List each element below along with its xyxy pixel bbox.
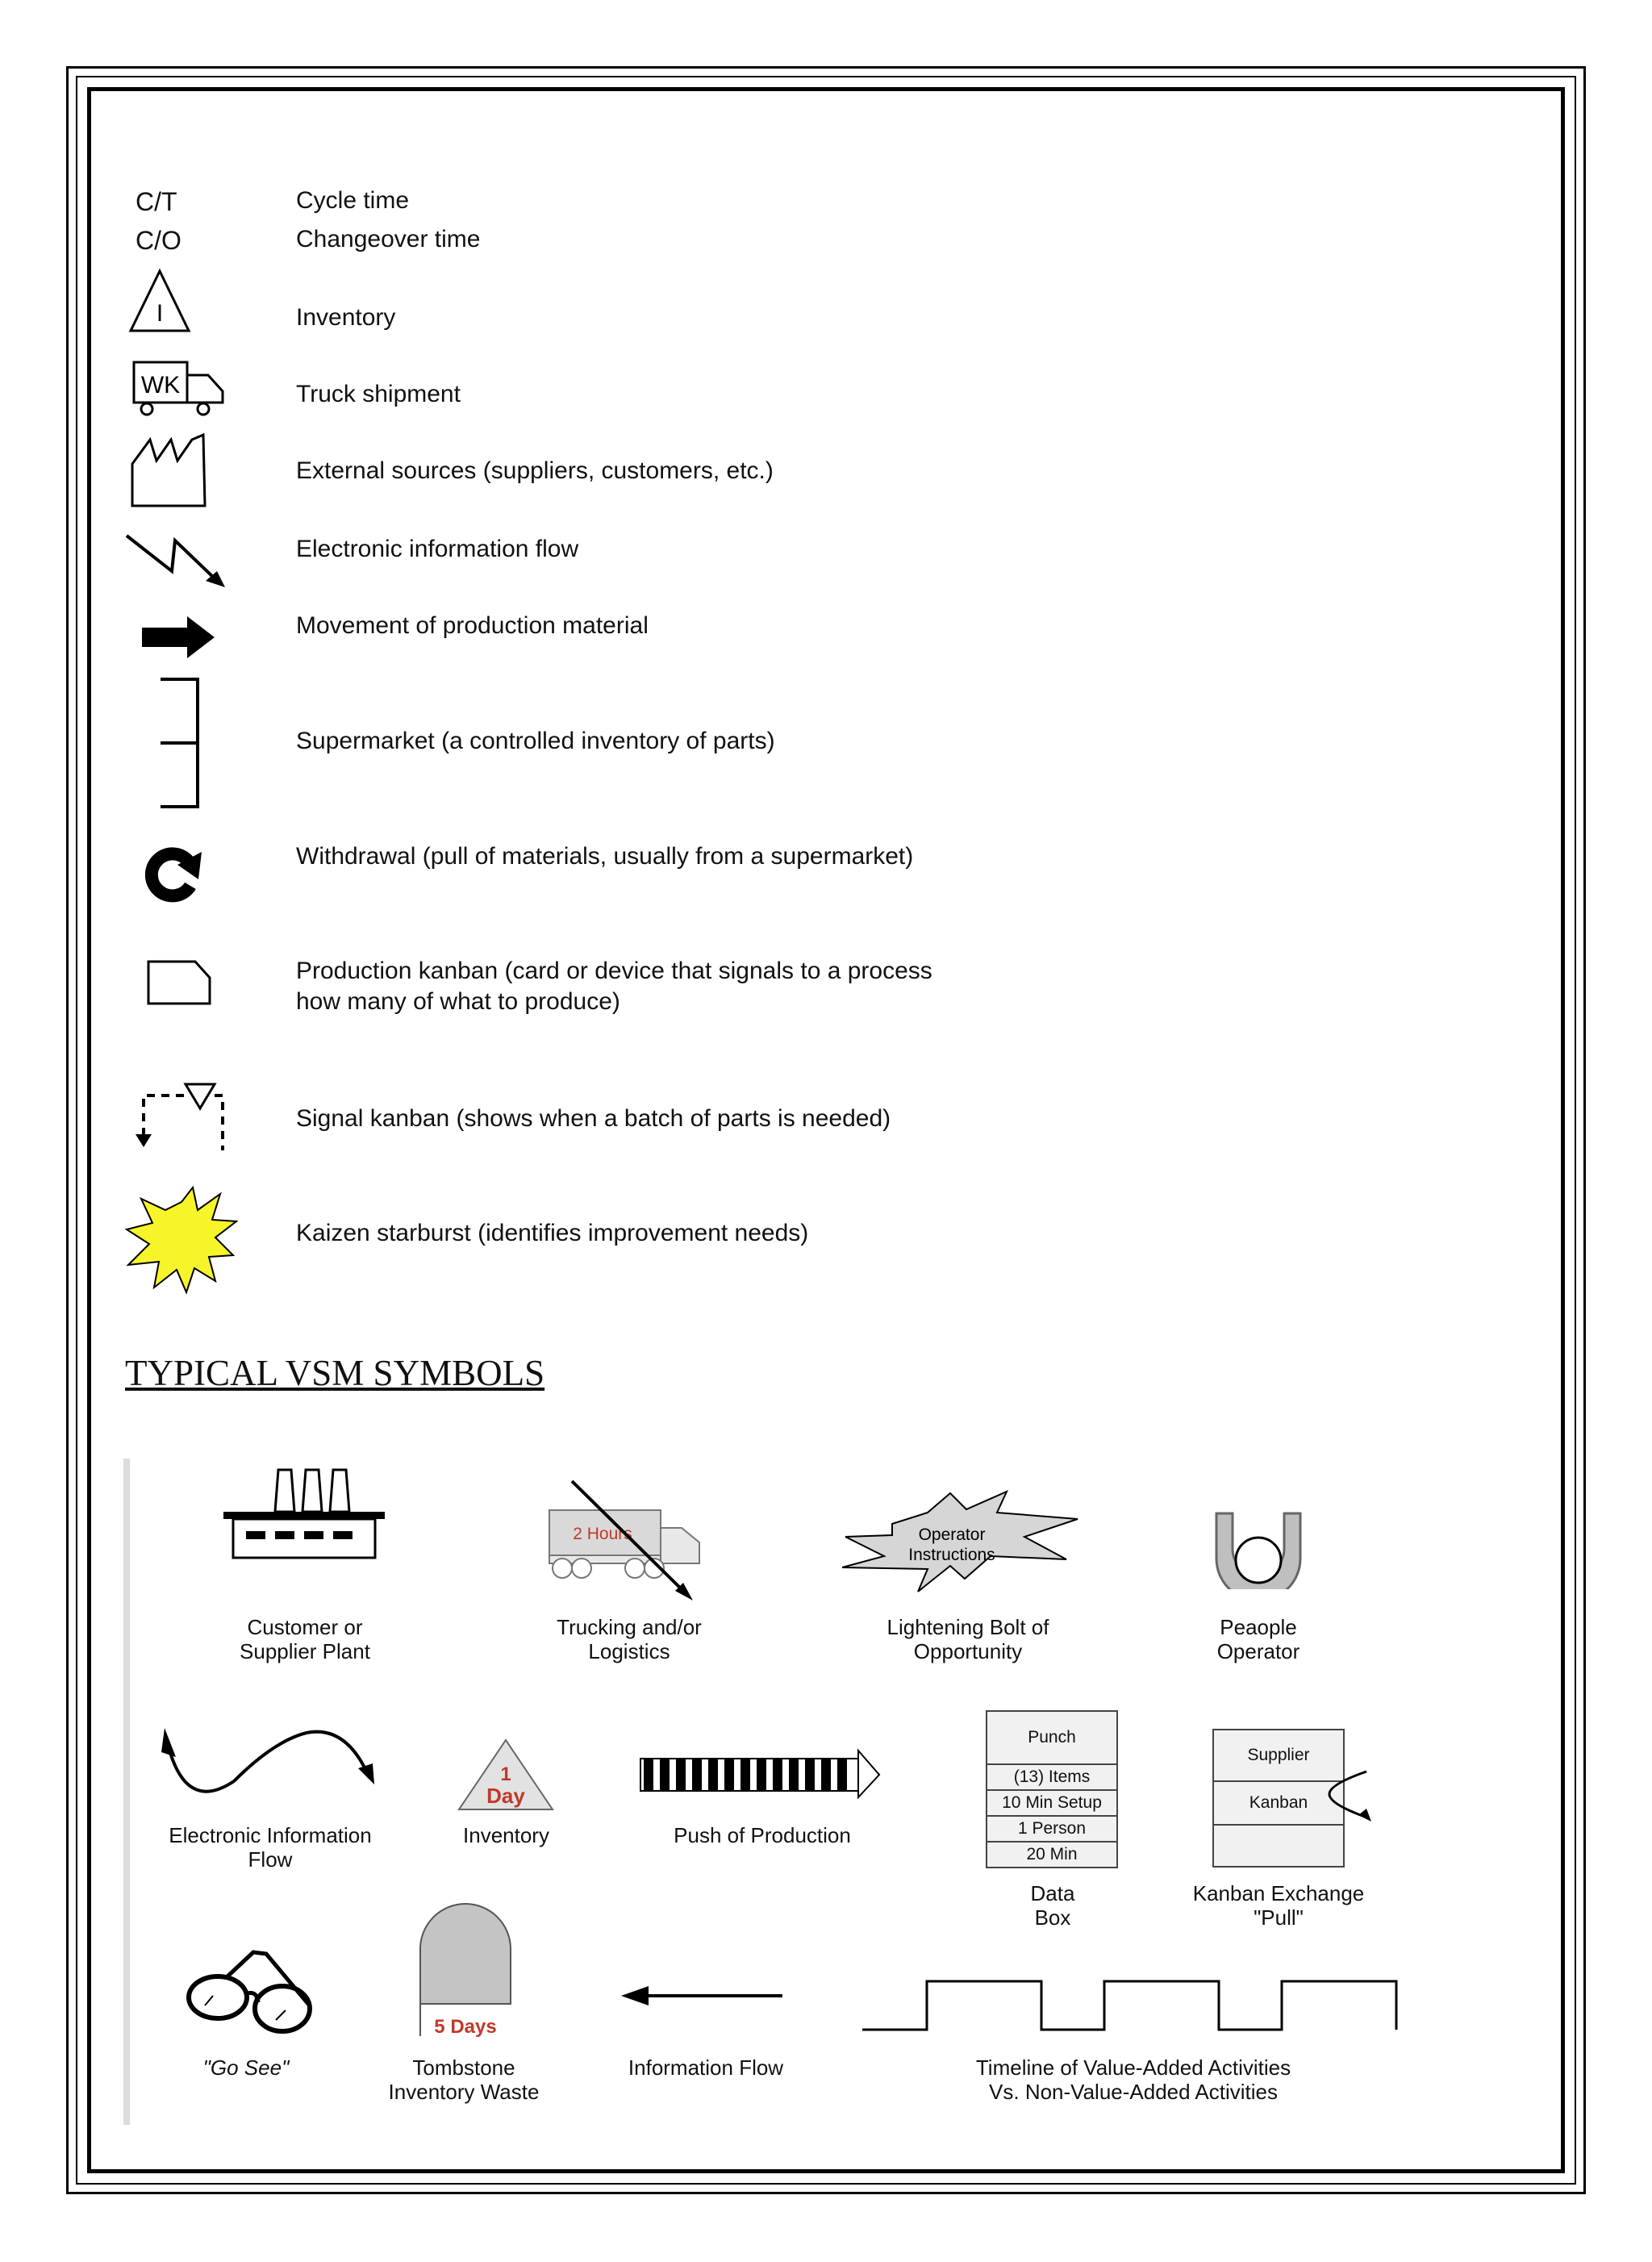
inventory-triangle-icon bbox=[127, 268, 192, 334]
kanban-exchange-caption: Kanban Exchange "Pull" bbox=[1192, 1881, 1365, 1930]
kanban-text-line2: how many of what to produce) bbox=[296, 988, 620, 1015]
inventory-day-icon bbox=[456, 1737, 557, 1813]
data-box bbox=[986, 1710, 1118, 1868]
gosee-caption: "Go See" bbox=[202, 2055, 290, 2080]
kanban-label: Kanban bbox=[1214, 1782, 1343, 1826]
tombstone-caption: Tombstone Inventory Waste bbox=[388, 2055, 540, 2104]
lightning-bolt-opportunity-icon bbox=[839, 1488, 1081, 1597]
production-kanban-icon bbox=[145, 958, 213, 1007]
co-text: Changeover time bbox=[296, 226, 481, 252]
vsm-heading: TYPICAL VSM SYMBOLS bbox=[125, 1353, 545, 1393]
inventory-icon-label: I bbox=[156, 300, 164, 327]
inventory-caption: Inventory bbox=[463, 1823, 549, 1847]
kanban-text-line1: Production kanban (card or device that signals to a process bbox=[296, 958, 932, 984]
inventory-text: Inventory bbox=[296, 304, 396, 331]
withdrawal-text: Withdrawal (pull of materials, usually from a supermarket) bbox=[296, 843, 914, 870]
supermarket-text: Supermarket (a controlled inventory of parts) bbox=[296, 728, 775, 754]
trucking-hours-label: 2 Hours bbox=[573, 1525, 632, 1543]
operator-caption: Peaople Operator bbox=[1216, 1615, 1300, 1663]
factory-icon bbox=[129, 432, 210, 508]
signal-kanban-icon bbox=[129, 1081, 234, 1154]
eflow-caption: Electronic Information Flow bbox=[169, 1823, 372, 1872]
timeline-icon bbox=[859, 1978, 1400, 2035]
electronic-flow-icon bbox=[125, 532, 230, 589]
inventory-day-unit: Day bbox=[486, 1784, 525, 1808]
push-caption: Push of Production bbox=[674, 1823, 851, 1847]
truck-text: Truck shipment bbox=[296, 381, 461, 407]
tombstone-days-label: 5 Days bbox=[434, 2016, 497, 2038]
electronic-text: Electronic information flow bbox=[296, 536, 579, 562]
factory-plant-icon bbox=[222, 1467, 387, 1563]
section-divider bbox=[123, 1459, 130, 2125]
databox-row: (13) Items bbox=[987, 1765, 1116, 1791]
signal-text: Signal kanban (shows when a batch of parts is needed) bbox=[296, 1105, 891, 1132]
ct-abbr: C/T bbox=[136, 187, 177, 216]
operator-icon bbox=[1210, 1509, 1307, 1589]
kaizen-starburst-icon bbox=[125, 1186, 238, 1295]
supermarket-icon bbox=[157, 676, 206, 810]
truck-icon-label: WK bbox=[140, 372, 181, 399]
bolt-caption: Lightening Bolt of Opportunity bbox=[886, 1615, 1049, 1663]
glasses-go-see-icon bbox=[179, 1943, 316, 2038]
inventory-day-number: 1 bbox=[500, 1763, 511, 1785]
infoflow-caption: Information Flow bbox=[628, 2055, 784, 2080]
databox-row: 20 Min bbox=[1026, 1845, 1078, 1863]
kanban-blank-row bbox=[1214, 1826, 1343, 1866]
trucking-caption: Trucking and/or Logistics bbox=[557, 1615, 702, 1663]
plant-caption: Customer or Supplier Plant bbox=[240, 1615, 370, 1663]
timeline-caption: Timeline of Value-Added Activities Vs. Non-Value-Added Activities bbox=[975, 2055, 1291, 2104]
kanban-pull-arrow-icon bbox=[1313, 1767, 1378, 1831]
kanban-supplier-label: Supplier bbox=[1214, 1730, 1343, 1782]
electronic-flow-curve-icon bbox=[161, 1725, 379, 1805]
trucking-icon bbox=[544, 1478, 706, 1603]
bolt-line1: Operator bbox=[918, 1525, 986, 1544]
ct-text: Cycle time bbox=[296, 187, 410, 214]
databox-row: 1 Person bbox=[987, 1817, 1116, 1843]
co-abbr: C/O bbox=[136, 226, 181, 255]
push-arrow-icon bbox=[139, 613, 219, 661]
movement-text: Movement of production material bbox=[296, 612, 649, 639]
kaizen-text: Kaizen starburst (identifies improvement needs) bbox=[296, 1220, 809, 1246]
withdrawal-icon bbox=[145, 847, 210, 904]
truck-icon bbox=[131, 359, 227, 417]
tombstone-icon bbox=[415, 1896, 516, 2041]
external-text: External sources (suppliers, customers, etc.) bbox=[296, 457, 774, 484]
push-production-arrow-icon bbox=[637, 1747, 883, 1801]
databox-row: 10 Min Setup bbox=[987, 1791, 1116, 1817]
databox-row: Punch bbox=[987, 1712, 1116, 1765]
bolt-line2: Instructions bbox=[908, 1546, 995, 1564]
information-flow-arrow-icon bbox=[620, 1981, 785, 2010]
databox-caption: Data Box bbox=[1030, 1881, 1075, 1930]
